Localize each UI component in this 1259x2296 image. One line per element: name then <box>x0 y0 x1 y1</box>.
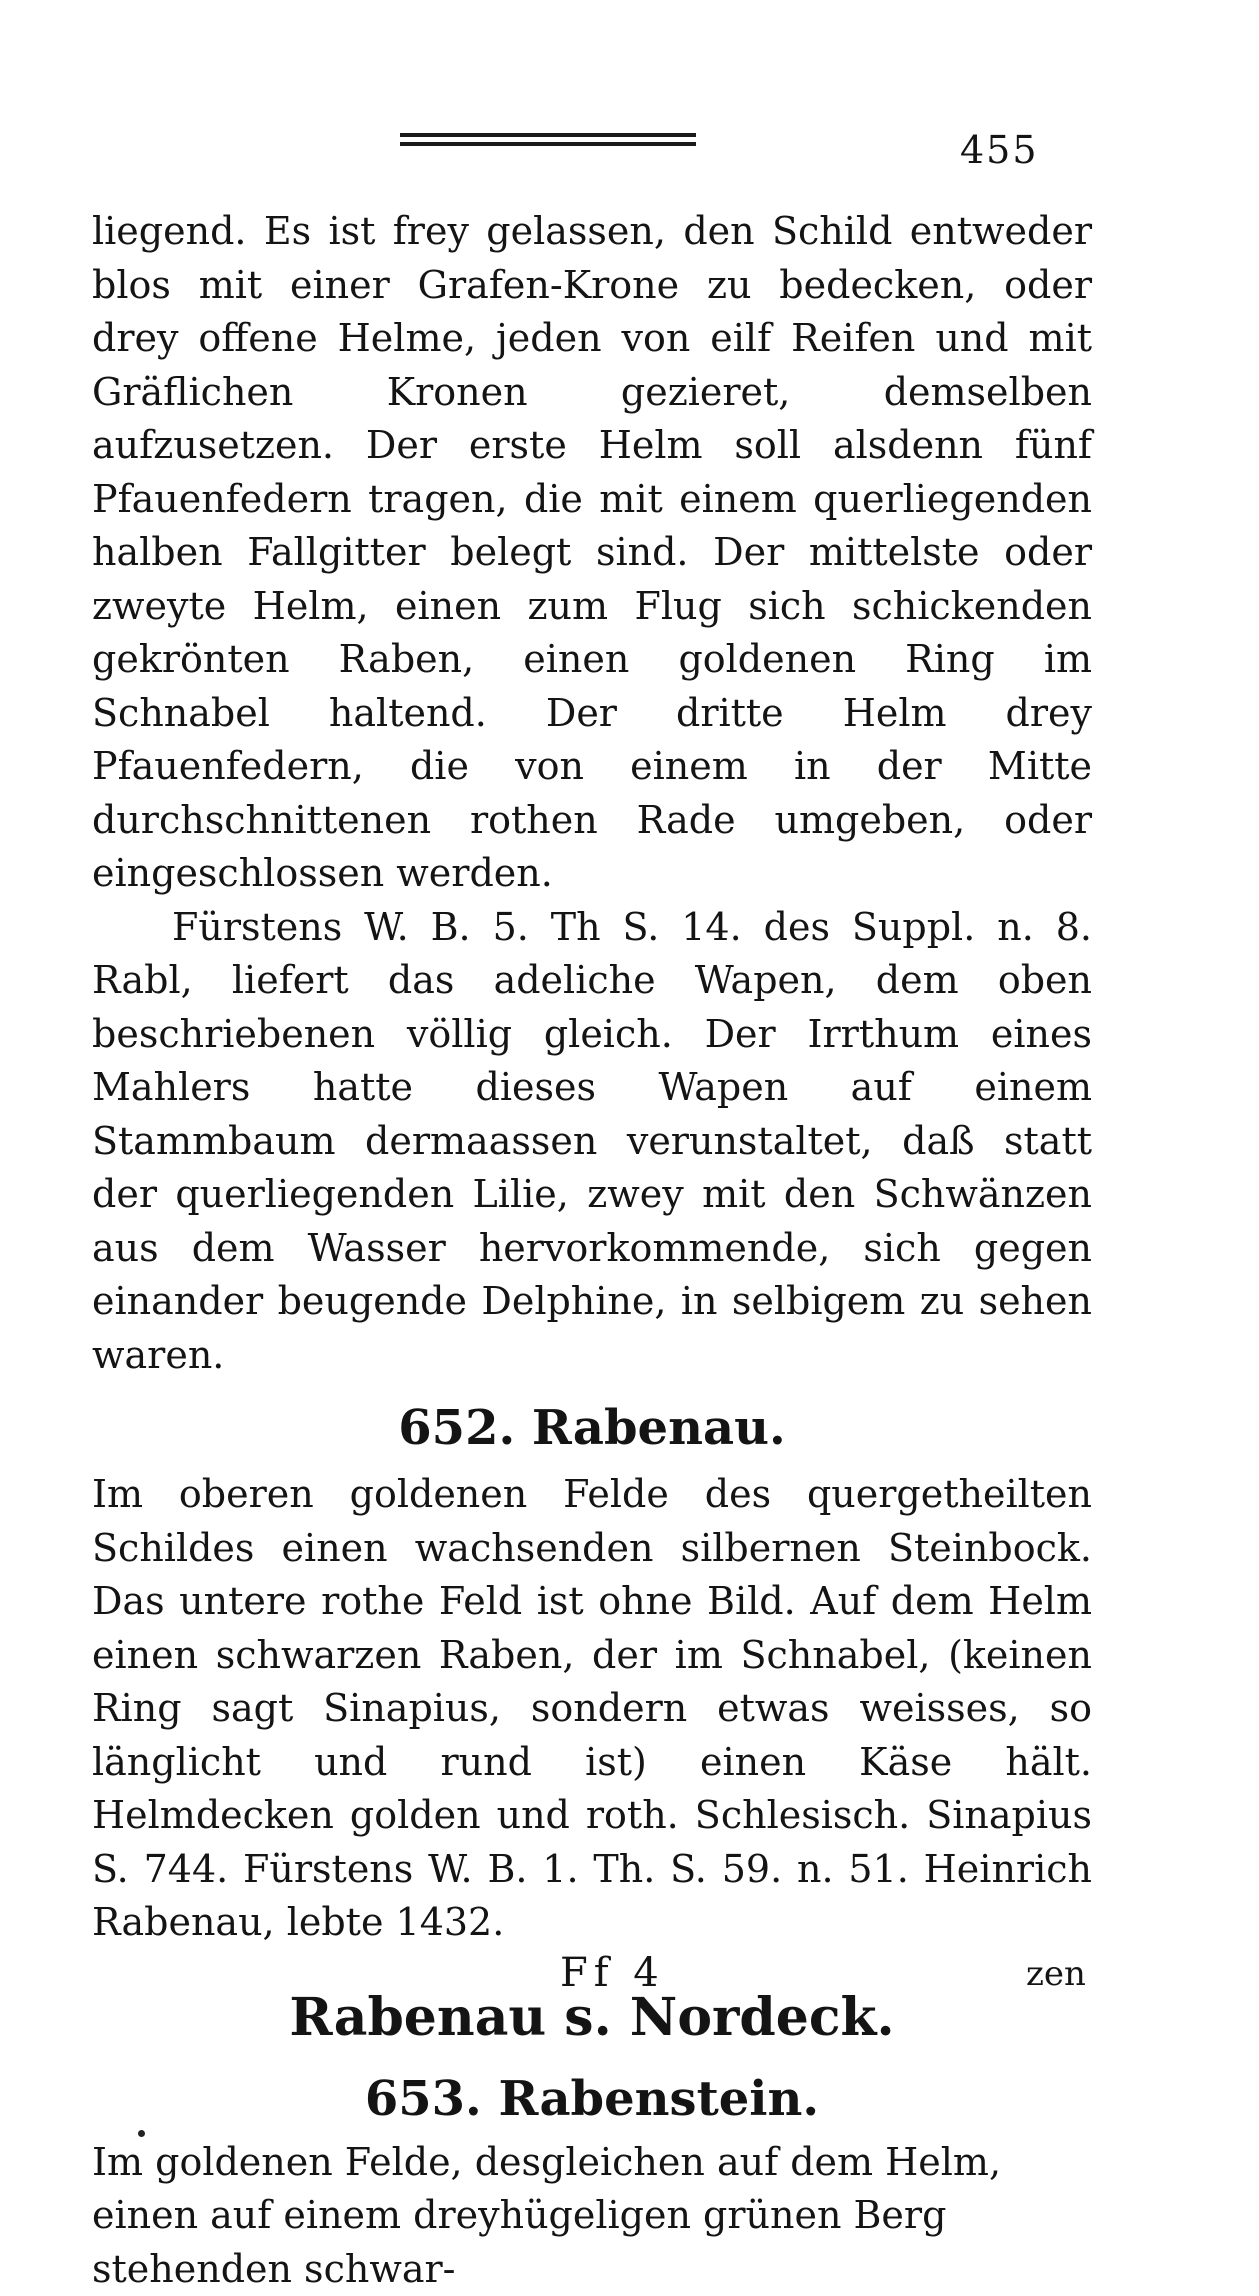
header-rule-line <box>400 142 696 146</box>
header-rule-line <box>400 133 696 137</box>
paragraph-reference: Fürstens W. B. 5. Th S. 14. des Suppl. n. 8. Rabl, liefert das adeliche Wapen, dem oben beschriebenen völlig gleich. Der Irrthum eines Mahlers hatte dieses Wapen auf einem Stammbaum dermaassen verunstaltet, daß statt der querliegenden Lilie, zwey mit den Schwänzen aus dem Wasser hervorkommende, sich gegen einander beugende Delphine, in selbigem zu sehen waren. <box>92 901 1092 1383</box>
paragraph-continued: liegend. Es ist frey gelassen, den Schild entweder blos mit einer Grafen-Krone zu bedecken, oder drey offene Helme, jeden von eilf Reifen und mit Gräflichen Kronen gezieret, demselben aufzusetzen. Der erste Helm soll alsdenn fünf Pfauenfedern tragen, die mit einem querliegenden halben Fallgitter belegt sind. Der mittelste oder zweyte Helm, einen zum Flug sich schickenden gekrönten Raben, einen goldenen Ring im Schnabel haltend. Der dritte Helm drey Pfauenfedern, die von einem in der Mitte durchschnittenen rothen Rade umgeben, oder eingeschlossen werden. <box>92 205 1092 901</box>
section-heading-652: 652. Rabenau. <box>92 1388 1092 1468</box>
printer-signature-mark: Ff 4 <box>560 1950 665 1996</box>
section-text-652: Im oberen goldenen Felde des quergetheilten Schildes einen wachsenden silbernen Steinbock. Das untere rothe Feld ist ohne Bild. Auf dem Helm einen schwarzen Raben, der im Schnabel, (keinen Ring sagt Sinapius, sondern etwas weisses, so länglicht und rund ist) einen Käse hält. Helmdecken golden und roth. Schlesisch. Sinapius S. 744. Fürstens W. B. 1. Th. S. 59. n. 51. Heinrich Rabenau, lebte 1432. <box>92 1468 1092 1950</box>
ink-speck <box>138 2130 145 2137</box>
section-text-653: Im goldenen Felde, desgleichen auf dem Helm, einen auf einem dreyhügeligen grünen Berg stehenden schwar- <box>92 2136 1092 2296</box>
catchword: zen <box>1026 1954 1086 1994</box>
header-double-rule <box>400 133 696 149</box>
cross-reference-heading: Rabenau s. Nordeck. <box>92 1978 1092 2058</box>
page-number: 455 <box>960 128 1039 172</box>
section-heading-653: 653. Rabenstein. <box>92 2062 1092 2136</box>
